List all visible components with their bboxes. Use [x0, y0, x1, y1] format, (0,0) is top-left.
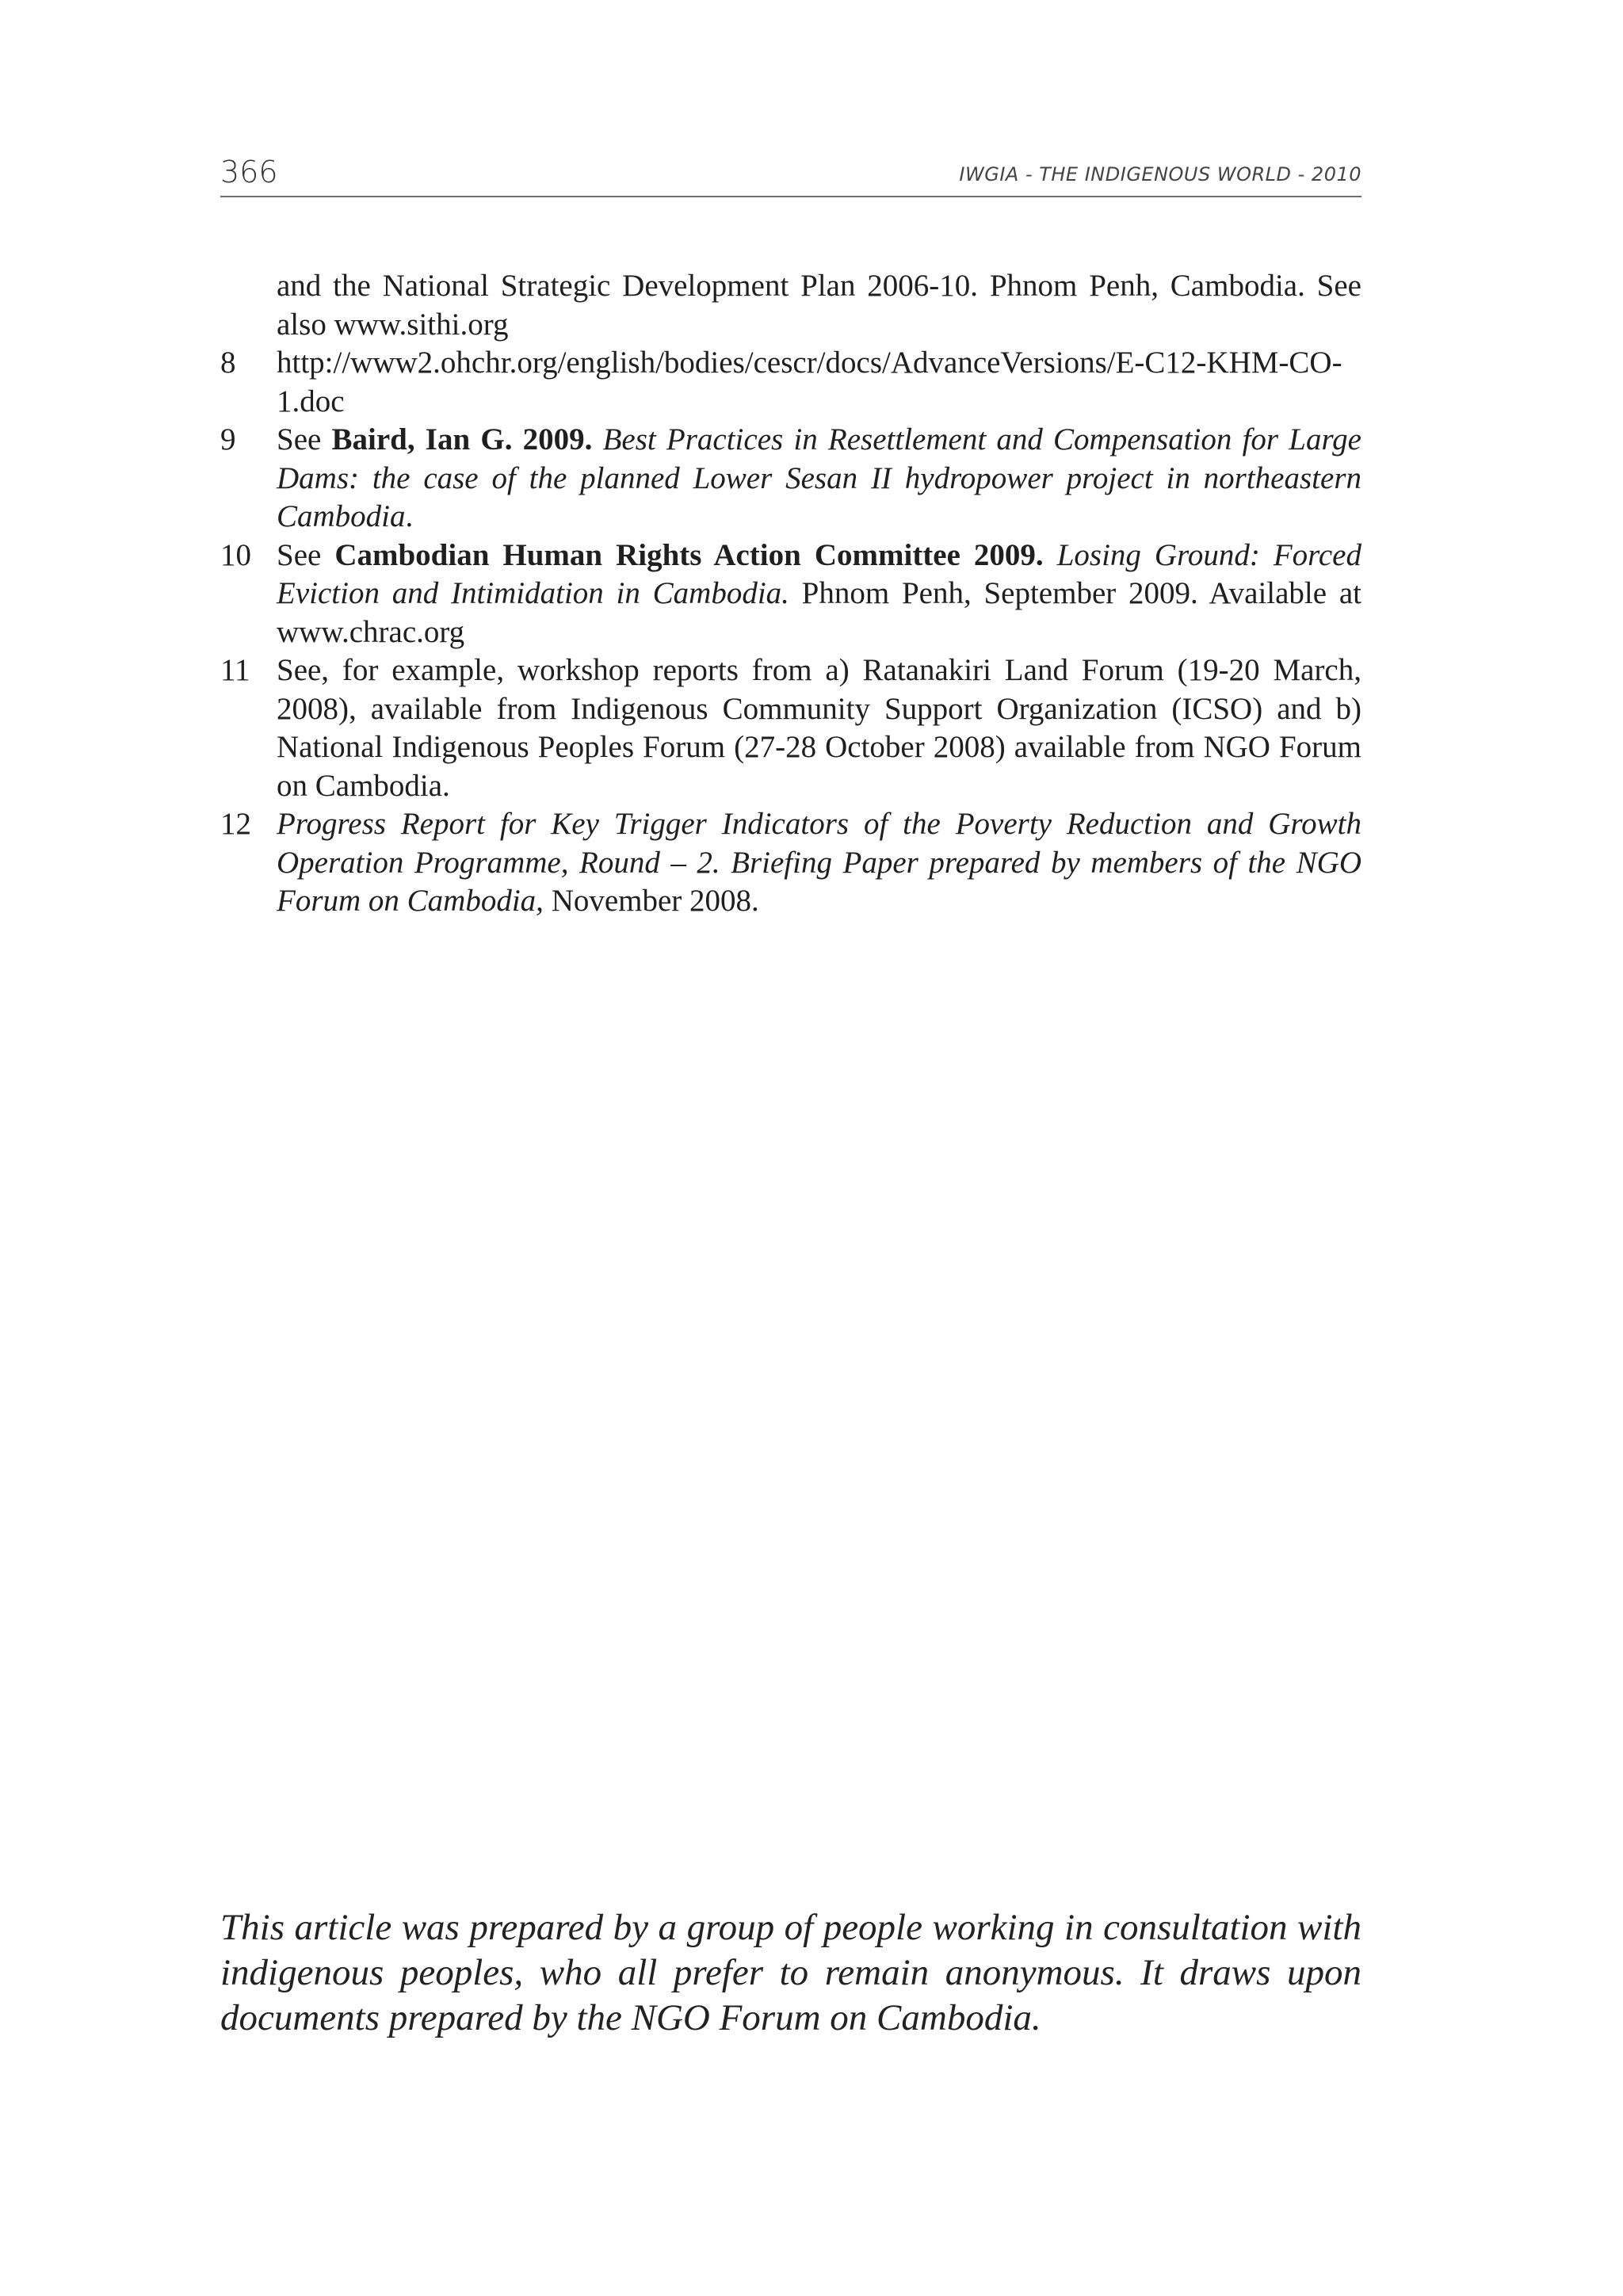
endnote-continuation: and the National Strategic Development Plan 2006-10. Phnom Penh, Cambodia. See also www.sithi.org	[277, 269, 1361, 342]
endnote-number: 12	[220, 807, 251, 841]
endnote-number: 10	[220, 537, 251, 572]
page-header	[220, 155, 1361, 197]
endnote-author: Cambodian Human Rights Action Committee 2009.	[334, 537, 1044, 572]
endnote-number: 11	[220, 653, 250, 687]
author-note: This article was prepared by a group of people working in consultation with indigenous peoples, who all prefer to remain anonymous. It draws upon documents prepared by the NGO Forum on Cambodia.	[220, 1907, 1361, 2038]
endnote-12	[220, 805, 1361, 921]
running-head: IWGIA - THE INDIGENOUS WORLD - 2010	[959, 163, 1361, 185]
endnote-prefix: See	[277, 537, 335, 572]
endnote-number: 9	[220, 422, 236, 457]
endnote-suffix: November 2008.	[543, 884, 759, 918]
endnotes	[220, 267, 1361, 921]
endnote-8	[220, 344, 1361, 421]
endnote-title: Best Practices in Resettlement and Compensation for Large Dams: the case of the planned Lower Sesan II hydropower project in northeastern Cambodia	[277, 422, 1361, 533]
endnote-text: See, for example, workshop reports from a) Ratanakiri Land Forum (19-20 March, 2008), available from Indigenous Community Support Organization (ICSO) and b) National Indigenous Peoples Forum (27-28 October 2008) available from NGO Forum on Cambodia.	[277, 653, 1361, 803]
endnote-prefix: See	[277, 422, 332, 457]
endnote-9	[220, 421, 1361, 537]
endnote-url: http://www2.ohchr.org/english/bodies/cescr/docs/AdvanceVersions/E-C12-KHM-CO-1.doc	[277, 346, 1342, 418]
endnote-suffix: .	[405, 499, 414, 533]
endnote-number: 8	[220, 346, 236, 380]
endnote-title: Losing Ground: Forced Eviction and Intimidation in Cambodia.	[277, 537, 1361, 610]
endnote-10	[220, 537, 1361, 652]
endnote-title: Progress Report for Key Trigger Indicators of the Poverty Reduction and Growth Operation Programme, Round – 2. Briefing Paper prepared by members of the NGO Forum on Cambodia,	[277, 807, 1361, 918]
endnote-author: Baird, Ian G. 2009.	[331, 422, 593, 457]
endnote-11	[220, 651, 1361, 805]
endnote-suffix: Phnom Penh, September 2009. Available at www.chrac.org	[277, 576, 1361, 649]
page-number: 366	[220, 155, 278, 189]
